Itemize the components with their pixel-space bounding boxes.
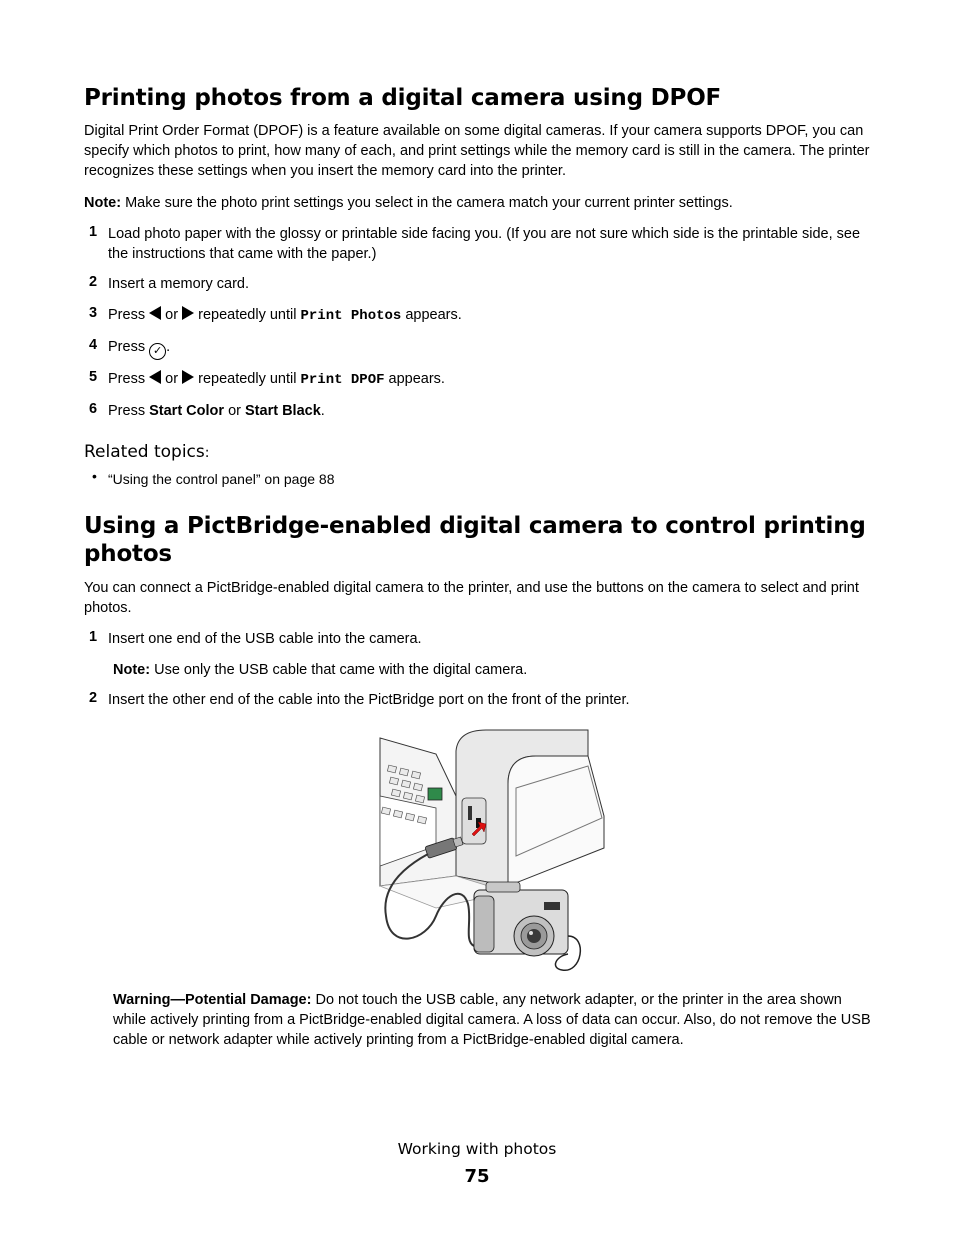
step-number: 6: [89, 401, 98, 417]
warning-label: Warning—Potential Damage:: [113, 992, 312, 1008]
note-label: Note:: [84, 195, 122, 211]
step-end-text: appears.: [388, 371, 445, 387]
warning-text: Do not touch the USB cable, any network adapter, or the printer in the area shown while actively printing from a PictBridge-enabled digital camera. A loss of data can occur. Also, do not remove the USB cable or network adapter while actively printing from a PictBridge-enabled digital camera.: [113, 992, 871, 1048]
page-number: 75: [464, 1166, 490, 1187]
step-or-word: or: [228, 403, 241, 419]
note-text: Make sure the photo print settings you select in the camera match your current printer settings.: [121, 195, 733, 211]
left-arrow-icon: [149, 306, 161, 320]
step-number: 4: [89, 337, 98, 353]
note-text: Use only the USB cable that came with the digital camera.: [150, 662, 528, 678]
warning-notice: [113, 990, 873, 1050]
step-press-word: Press: [108, 371, 146, 387]
step-until-text: repeatedly until: [198, 371, 297, 387]
button-name: Start Black: [245, 403, 321, 419]
step-text: Load photo paper with the glossy or printable side facing you. (If you are not sure which side is the printable side, see the instructions that came with the paper.): [108, 226, 861, 262]
dpof-note: [84, 193, 884, 213]
footer-section-title: [0, 1140, 954, 1158]
step-number: 5: [89, 369, 98, 385]
printer-body: [456, 730, 604, 892]
step-text: Insert one end of the USB cable into the camera.: [108, 631, 422, 647]
step-text: [108, 305, 878, 326]
step-press-word: Press: [108, 403, 146, 419]
section-title-dpof: Printing photos from a digital camera using DPOF: [84, 85, 722, 111]
section-title-pictbridge: [84, 512, 866, 568]
printer-camera-usb-illustration: [376, 726, 606, 976]
pictbridge-intro-paragraph: You can connect a PictBridge-enabled digital camera to the printer, and use the buttons on the camera to select and print photos.: [84, 580, 859, 616]
related-topics-title: Related topics: [84, 442, 205, 462]
step-end-text: .: [166, 339, 171, 355]
printer-control-panel: [380, 738, 456, 886]
related-topic-link[interactable]: “Using the control panel” on page 88: [108, 471, 335, 487]
right-arrow-icon: [182, 370, 194, 384]
section-title-line: photos: [84, 541, 172, 567]
step-text: Insert the other end of the cable into the PictBridge port on the front of the printer.: [108, 692, 630, 708]
step-number: 1: [89, 224, 98, 240]
step-text: [108, 369, 878, 390]
step-number: 2: [89, 274, 98, 290]
step-until-text: repeatedly until: [198, 307, 297, 323]
display-message: Print Photos: [300, 308, 402, 324]
step-press-word: Press: [108, 339, 146, 355]
step-number: 2: [89, 690, 98, 706]
related-topics-heading: [84, 442, 209, 463]
checkmark-select-icon: ✓: [149, 343, 166, 360]
digital-camera: [474, 882, 580, 970]
related-topics-colon: :: [204, 445, 210, 461]
step-end-text: .: [320, 403, 325, 419]
right-arrow-icon: [182, 306, 194, 320]
display-message: Print DPOF: [300, 372, 385, 388]
pictbridge-note: [113, 660, 873, 680]
step-number: 1: [89, 629, 98, 645]
note-label: Note:: [113, 662, 151, 678]
step-text: [108, 401, 878, 421]
step-press-word: Press: [108, 307, 146, 323]
step-number: 3: [89, 305, 98, 321]
left-arrow-icon: [149, 370, 161, 384]
dpof-intro-paragraph: Digital Print Order Format (DPOF) is a feature available on some digital cameras. If your camera supports DPOF, you can specify which photos to print, how many of each, and print settings while the memory card is still in the camera. The printer recognizes these settings when you insert the memory card into the printer.: [84, 123, 870, 179]
step-text: [108, 337, 878, 360]
step-or-word: or: [165, 371, 179, 387]
section-title-line: Using a PictBridge-enabled digital camera to control printing: [84, 513, 866, 539]
bullet-icon: •: [92, 468, 97, 484]
step-text: Insert a memory card.: [108, 276, 250, 292]
step-end-text: appears.: [405, 307, 462, 323]
step-or-word: or: [165, 307, 179, 323]
button-name: Start Color: [149, 403, 225, 419]
footer-section-text: Working with photos: [397, 1140, 557, 1158]
